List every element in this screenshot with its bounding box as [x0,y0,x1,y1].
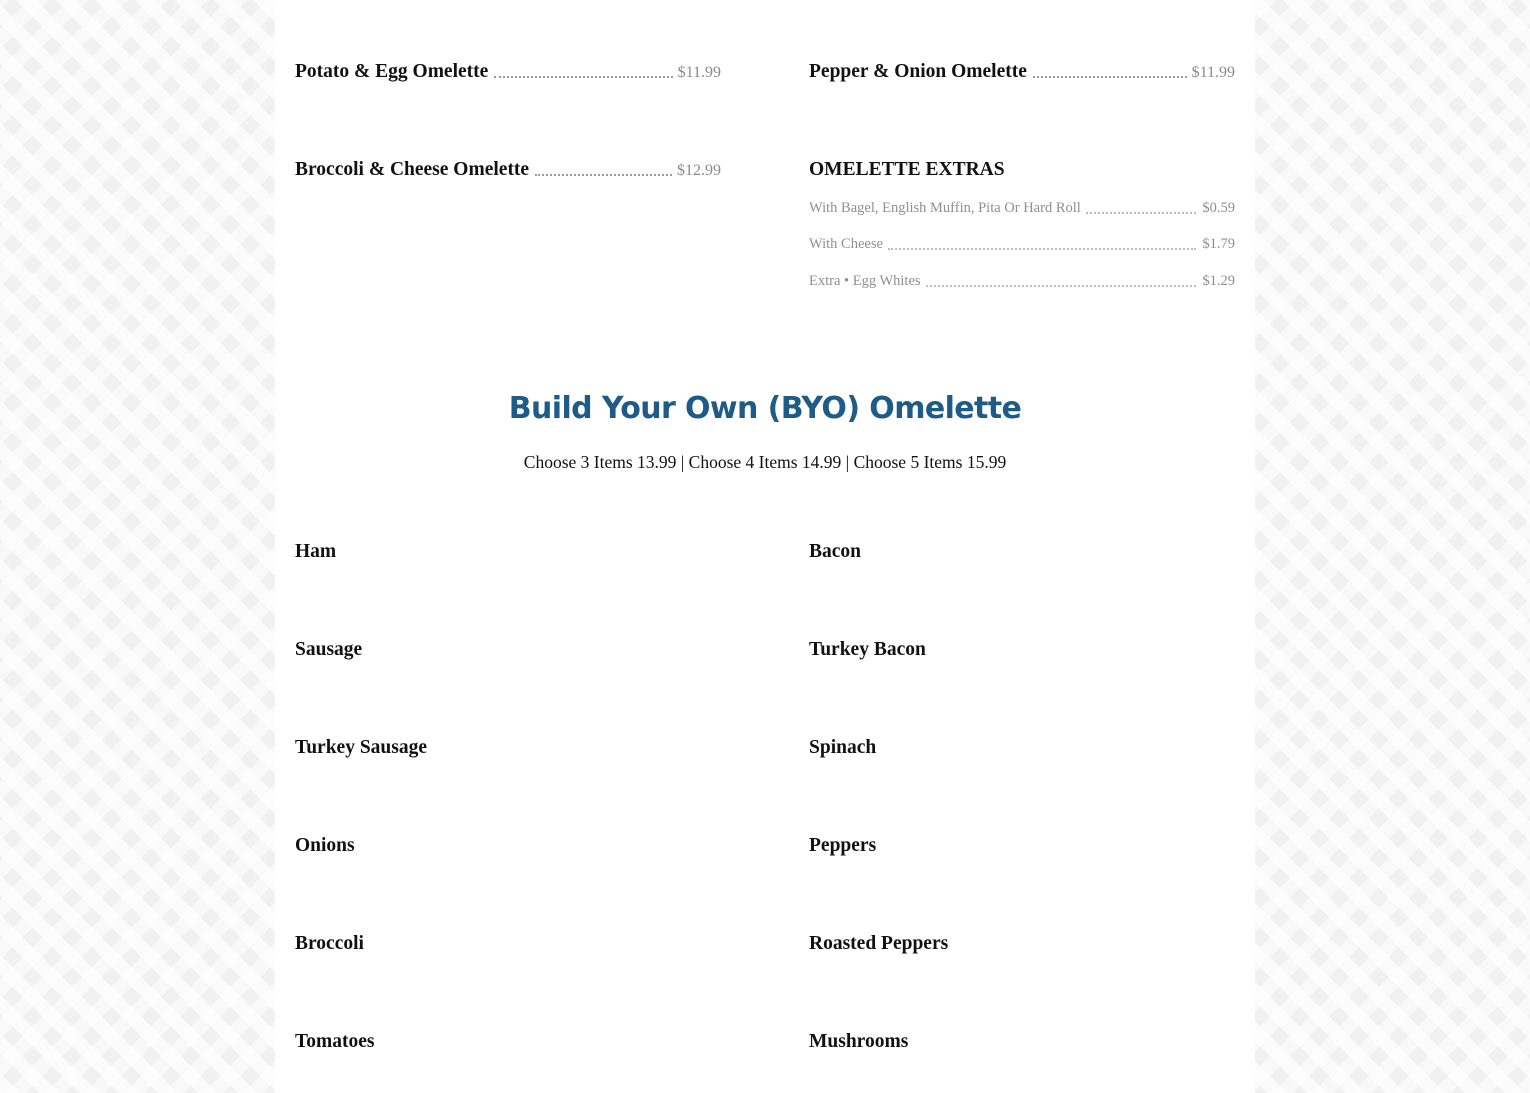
dotted-leader [1086,212,1197,214]
dotted-leader [494,76,672,78]
extra-item-egg-whites [809,268,1235,288]
byo-pricing-subtitle: Choose 3 Items 13.99 | Choose 4 Items 14.99 | Choose 5 Items 15.99 [523,452,1007,472]
byo-section-title: Build Your Own (BYO) Omelette [508,391,1022,426]
extra-item-cheese [809,231,1235,251]
extra-item-price: $1.29 [1202,272,1235,289]
menu-item-name: Broccoli & Cheese Omelette [295,158,530,180]
menu-page [275,0,1255,1093]
byo-option-turkey-bacon: Turkey Bacon [809,639,926,660]
dotted-leader [926,285,1197,287]
menu-item-price: $11.99 [677,64,721,81]
byo-option-sausage: Sausage [295,639,363,660]
byo-option-peppers: Peppers [809,835,877,856]
byo-option-spinach: Spinach [809,737,877,758]
byo-option-tomatoes: Tomatoes [295,1031,375,1052]
byo-option-ham: Ham [295,541,337,562]
menu-item-potato-egg-omelette [295,53,721,81]
menu-item-pepper-onion-omelette [809,53,1235,81]
byo-option-turkey-sausage: Turkey Sausage [295,737,428,758]
dotted-leader [535,174,672,176]
menu-item-name: Potato & Egg Omelette [295,60,489,82]
extra-item-name: Extra • Egg Whites [809,272,921,289]
extra-item-name: With Bagel, English Muffin, Pita Or Hard Roll [809,199,1081,216]
dotted-leader [1033,76,1187,78]
byo-option-broccoli: Broccoli [295,933,364,954]
extra-item-bread [809,195,1235,215]
extras-heading: OMELETTE EXTRAS [809,159,1005,180]
menu-item-price: $11.99 [1191,64,1235,81]
byo-option-bacon: Bacon [809,541,862,562]
dotted-leader [888,248,1196,250]
menu-item-broccoli-cheese-omelette [295,151,721,179]
byo-option-roasted-peppers: Roasted Peppers [809,933,949,954]
menu-item-price: $12.99 [677,162,721,179]
extra-item-name: With Cheese [809,235,883,252]
menu-item-name: Pepper & Onion Omelette [809,60,1027,82]
byo-option-mushrooms: Mushrooms [809,1031,909,1052]
extra-item-price: $0.59 [1202,199,1235,216]
extra-item-price: $1.79 [1202,235,1235,252]
byo-option-onions: Onions [295,835,355,856]
